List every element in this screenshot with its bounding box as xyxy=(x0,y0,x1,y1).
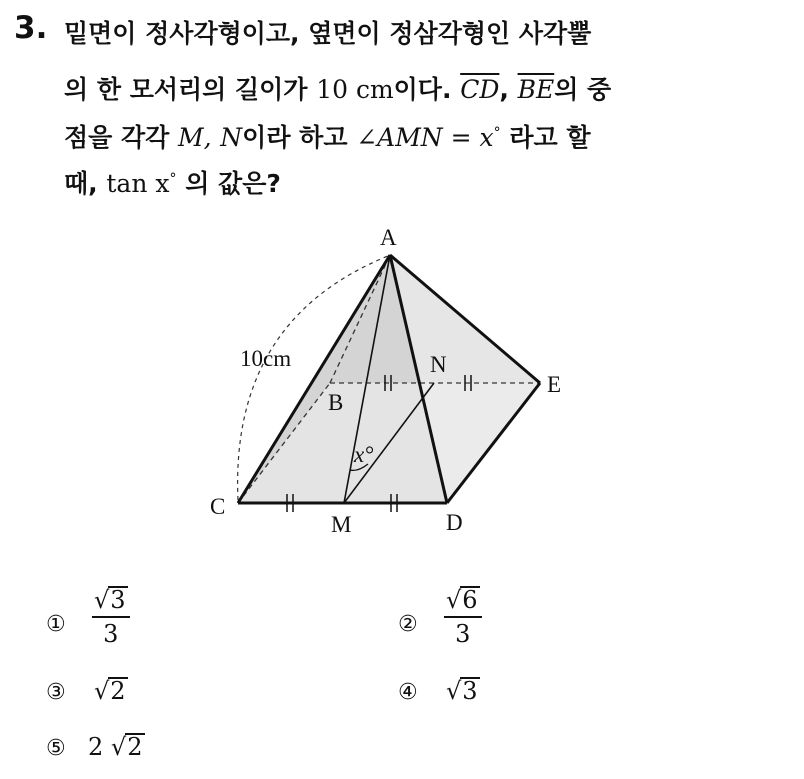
sqrt-icon: √ xyxy=(446,677,462,705)
choice-3-number[interactable]: ③ xyxy=(46,680,66,705)
question-line-4 xyxy=(64,164,281,200)
angle-label: x° xyxy=(354,442,374,467)
vertex-label-b: B xyxy=(328,390,344,415)
choice-3-radicand: 2 xyxy=(110,677,126,705)
question-line-1 xyxy=(64,14,591,50)
choice-5-radicand: 2 xyxy=(127,733,143,761)
question-text-3a: 점을 각각 xyxy=(64,123,170,152)
question-text-2c: 의 중 xyxy=(554,75,612,104)
edge-length-label: 10cm xyxy=(240,346,292,371)
choice-5-value[interactable] xyxy=(88,733,145,761)
sqrt-icon: √ xyxy=(94,586,110,614)
point-n-text: N xyxy=(220,123,243,152)
segment-cd: $\overline{CD}$ xyxy=(460,75,500,104)
choice-4-radicand: 3 xyxy=(462,677,478,705)
sqrt-icon: √ xyxy=(446,586,462,614)
choice-1-denominator: 3 xyxy=(103,620,119,648)
question-text-3b: 이라 하고 xyxy=(242,123,348,152)
vertex-label-d: D xyxy=(446,510,463,535)
choice-2-fraction[interactable] xyxy=(444,584,482,650)
sqrt-icon: √ xyxy=(110,733,127,761)
question-text-2b: 이다. xyxy=(393,75,452,104)
choice-5-coefficient: 2 xyxy=(88,733,104,761)
vertex-label-c: C xyxy=(210,494,226,519)
choice-3-value[interactable] xyxy=(94,677,128,705)
segment-be: $\overline{BE}$ xyxy=(517,75,555,104)
degree-symbol-1: ° xyxy=(493,125,501,141)
question-line-3 xyxy=(64,118,591,154)
point-label-n: N xyxy=(430,352,447,377)
choice-2-number[interactable]: ② xyxy=(398,612,418,637)
choice-5-number[interactable]: ⑤ xyxy=(46,736,66,761)
choice-4-value[interactable] xyxy=(446,677,480,705)
question-text-2a: 의 한 모서리의 길이가 xyxy=(64,75,308,104)
vertex-label-e: E xyxy=(547,372,562,397)
edge-length-text: 10 cm xyxy=(316,75,394,104)
pyramid-figure xyxy=(195,215,595,550)
choice-1-radicand: 3 xyxy=(110,586,126,614)
question-text-4b: 의 값은? xyxy=(185,169,281,198)
point-m-text: M, xyxy=(178,123,212,152)
choice-1-number[interactable]: ① xyxy=(46,612,66,637)
question-number: 3. xyxy=(14,10,48,46)
sqrt-icon: √ xyxy=(94,677,110,705)
choice-2-radicand: 6 xyxy=(462,586,478,614)
question-text-1: 밑면이 정사각형이고, 옆면이 정삼각형인 사각뿔 xyxy=(64,19,592,48)
question-text-3c: 라고 할 xyxy=(509,123,591,152)
vertex-label-a: A xyxy=(380,225,397,250)
degree-symbol-2: ° xyxy=(169,171,177,187)
point-label-m: M xyxy=(331,512,352,537)
angle-expression: ∠AMN = x xyxy=(356,123,494,152)
choice-4-number[interactable]: ④ xyxy=(398,680,418,705)
tan-expression: tan x xyxy=(106,169,170,198)
question-line-2: 의 한 모서리의 길이가 10 cm이다. $\overline{CD}$, $\overline{BE}$의 중 xyxy=(64,75,612,104)
question-text-4a: 때, xyxy=(64,169,98,198)
choice-1-fraction[interactable] xyxy=(92,584,130,650)
choice-2-denominator: 3 xyxy=(455,620,471,648)
